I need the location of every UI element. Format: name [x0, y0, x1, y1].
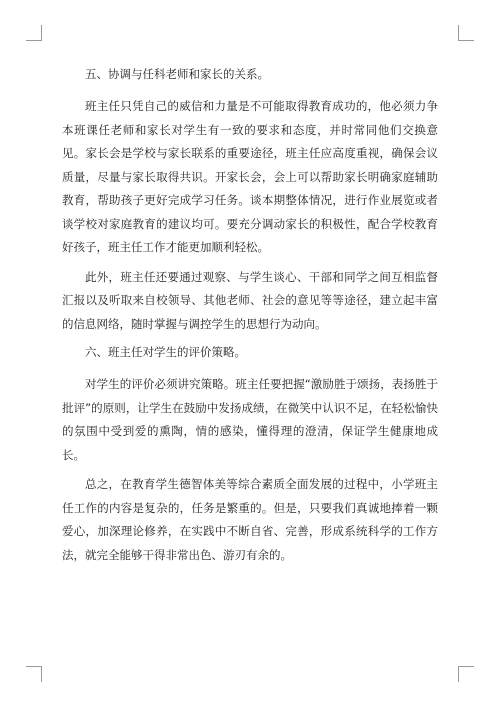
paragraph-coordination: 班主任只凭自己的威信和力量是不可能取得教育成功的，他必须力争本班课任老师和家长对学生有一致的要求和态度，并时常同他们交换意见。家长会是学校与家长联系的重要途径，班主任应高度重视，确保会议质量，尽量与家长取得共识。开家长会，会上可以帮助家长明确家庭辅助教育，帮助孩子更好完成学习任务。谈本期整体情况，进行作业展览或者谈学校对家庭教育的建议均可。要充分调动家长的积极性，配合学校教育好孩子，班主任工作才能更加顺利轻松。 — [62, 99, 438, 254]
crop-mark-top-right-v — [458, 25, 459, 41]
crop-mark-bottom-right-h — [458, 666, 474, 667]
section-heading-5: 五、协调与任科老师和家长的关系。 — [85, 67, 269, 81]
paragraph-evaluation-strategy: 对学生的评价必须讲究策略。班主任要把握“激励胜于颂扬，表扬胜于批评”的原则，让学生在鼓励中发扬成绩，在微笑中认识不足，在轻松愉快的氛围中受到爱的熏陶，情的感染，懂得理的澄清，保证学生健康地成长。 — [62, 377, 438, 462]
crop-mark-bottom-left-v — [41, 666, 42, 682]
crop-mark-bottom-left-h — [26, 666, 42, 667]
paragraph-conclusion: 总之，在教育学生德智体美等综合素质全面发展的过程中，小学班主任工作的内容是复杂的，任务是繁重的。但是，只要我们真诚地捧着一颗爱心，加深理论修养，在实践中不断自省、完善，形成系统科学的工作方法，就完全能够干得非常出色、游刃有余的。 — [62, 477, 438, 562]
document-body — [62, 64, 438, 567]
crop-mark-bottom-right-v — [458, 666, 459, 682]
section-heading-6: 六、班主任对学生的评价策略。 — [85, 345, 246, 359]
crop-mark-top-left-v — [41, 25, 42, 41]
crop-mark-top-left-h — [26, 40, 42, 41]
paragraph-information-network: 此外，班主任还要通过观察、与学生谈心、干部和同学之间互相监督汇报以及听取来自校领导、其他老师、社会的意见等等途径，建立起丰富的信息网络，随时掌握与调控学生的思想行为动向。 — [62, 269, 438, 331]
crop-mark-top-right-h — [458, 40, 474, 41]
